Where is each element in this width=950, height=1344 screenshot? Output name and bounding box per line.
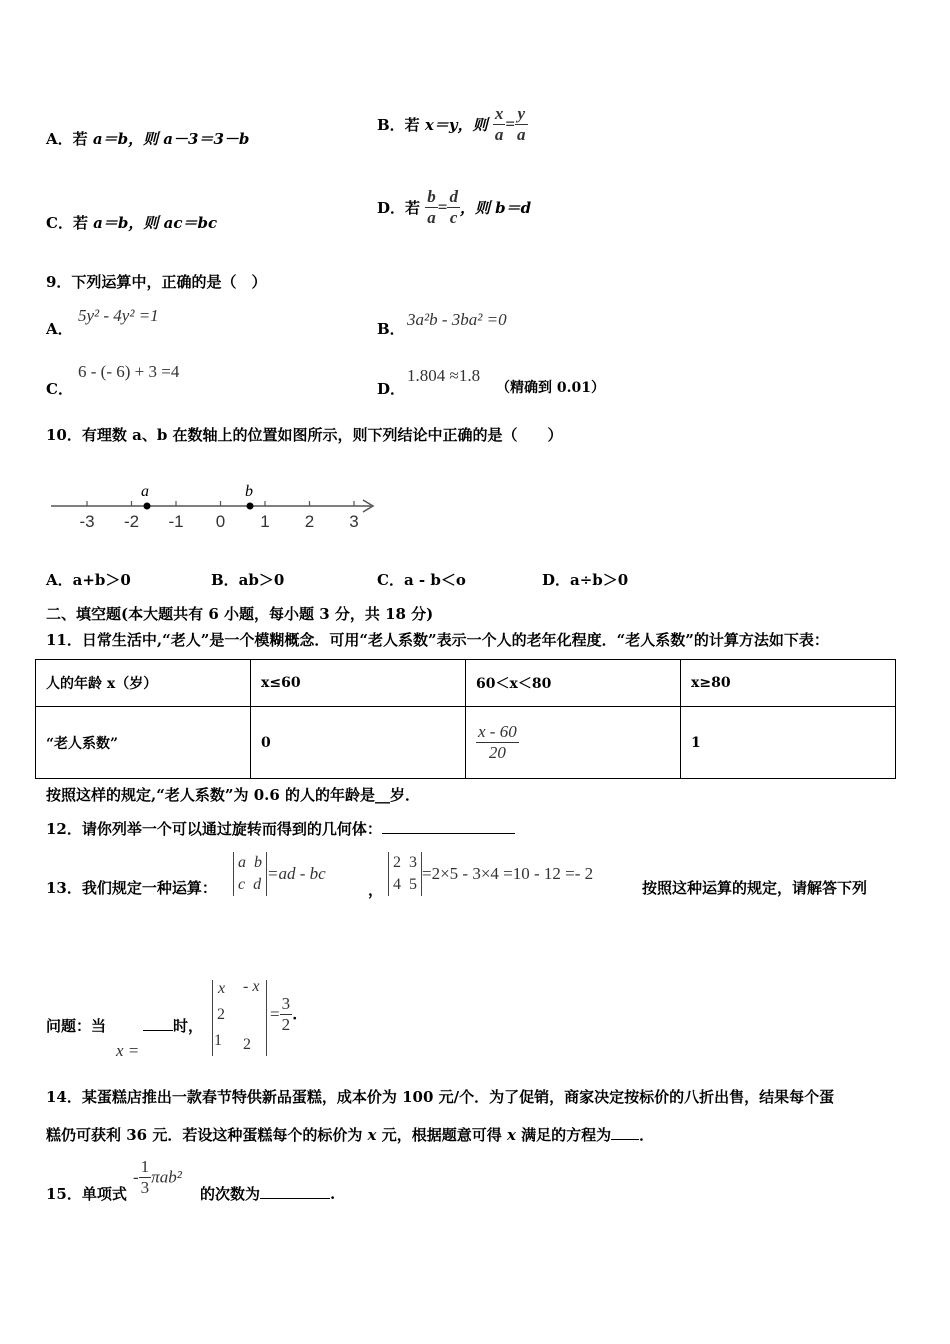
q13-x-eq: x = bbox=[116, 1041, 140, 1060]
table-cell bbox=[466, 707, 681, 779]
q11-table bbox=[35, 659, 896, 779]
q11-after: 按照这样的规定,“老人系数”为 0.6 的人的年龄是__岁． bbox=[46, 786, 421, 804]
determinant bbox=[233, 852, 267, 896]
q8-b-fraction-2 bbox=[515, 104, 528, 145]
var-x: x bbox=[367, 1126, 377, 1144]
q8-d-text: ，则 b＝d bbox=[459, 199, 532, 217]
q12-stem-text: 12．请你列举一个可以通过旋转而得到的几何体： bbox=[46, 820, 382, 838]
answer-blank[interactable] bbox=[382, 833, 515, 834]
frac-den: 3 bbox=[140, 1178, 150, 1197]
frac-num: x bbox=[494, 104, 504, 123]
q8-b-text: x＝y，则 bbox=[424, 116, 488, 134]
monomial: πab² bbox=[151, 1167, 182, 1187]
det-entry: 1 bbox=[214, 1032, 222, 1049]
det-entry: 2 bbox=[393, 854, 401, 871]
det-entry: a bbox=[238, 854, 246, 871]
q11-stem: 11．日常生活中,“老人”是一个模糊概念．可用“老人系数”表示一个人的老年化程度．“老人系数”的计算方法如下表： bbox=[46, 631, 829, 649]
period: . bbox=[292, 1005, 298, 1024]
table-cell: x≥80 bbox=[681, 660, 896, 707]
axis-tick-label: -2 bbox=[123, 512, 140, 531]
frac-den: c bbox=[449, 208, 458, 227]
q9-d-label: D． bbox=[377, 380, 406, 398]
var-x: x bbox=[506, 1126, 516, 1144]
axis-tick-label: -3 bbox=[79, 512, 95, 531]
q8-option-c bbox=[46, 212, 217, 233]
q14-text: 糕仍可获利 36 元．若设这种蛋糕每个的标价为 bbox=[46, 1126, 368, 1144]
q9-a-expr: 5y² - 4y² =1 bbox=[78, 306, 159, 325]
q11-fraction bbox=[476, 722, 519, 763]
q14-text: 元，根据题意可得 bbox=[376, 1126, 507, 1144]
q8-option-d bbox=[377, 187, 531, 228]
det-entry: 5 bbox=[409, 876, 417, 893]
q10-option-d: D．a÷b＞0 bbox=[542, 571, 629, 589]
point-b bbox=[247, 503, 254, 510]
q9-b-expr: 3a²b - 3ba² =0 bbox=[407, 310, 507, 329]
det-entry: x bbox=[218, 980, 226, 997]
table-cell: x≤60 bbox=[251, 660, 466, 707]
period: . bbox=[330, 1185, 336, 1203]
det-entry: 3 bbox=[409, 854, 417, 871]
frac-den: a bbox=[494, 125, 504, 144]
q13-comma: ， bbox=[368, 881, 384, 899]
equals: = bbox=[505, 114, 515, 134]
table-cell: 60＜x＜80 bbox=[466, 660, 681, 707]
det-entry: d bbox=[253, 876, 262, 893]
coef-fraction bbox=[139, 1157, 152, 1198]
axis-tick-label: -1 bbox=[168, 512, 184, 531]
frac-num: x - 60 bbox=[478, 722, 517, 741]
det-entry: c bbox=[238, 876, 246, 893]
minus-sign: - bbox=[133, 1167, 139, 1187]
example-rhs: =2×5 - 3×4 =10 - 12 =- 2 bbox=[422, 864, 594, 883]
q9-b-label: B． bbox=[377, 320, 405, 338]
axis-tick-label: 0 bbox=[215, 512, 226, 531]
frac-den: a bbox=[517, 125, 526, 144]
axis-tick-label: 2 bbox=[304, 512, 315, 531]
frac-num: d bbox=[449, 187, 458, 206]
q8-a-label: A．若 bbox=[46, 130, 93, 148]
det-entry: 4 bbox=[393, 876, 401, 893]
q9-d-note: （精确到 0.01） bbox=[496, 380, 605, 396]
q10-stem: 10．有理数 a、b 在数轴上的位置如图所示，则下列结论中正确的是（ ） bbox=[46, 426, 563, 444]
equals: = bbox=[437, 197, 448, 217]
answer-blank[interactable] bbox=[611, 1139, 639, 1140]
q15-monomial bbox=[133, 1157, 182, 1198]
q15-post bbox=[200, 1183, 335, 1204]
q10-option-b: B．ab＞0 bbox=[211, 571, 285, 589]
section-2-heading: 二、填空题(本大题共有 6 小题，每小题 3 分，共 18 分) bbox=[46, 605, 434, 623]
q14-text: 满足的方程为 bbox=[515, 1126, 612, 1144]
q8-d-fraction-2 bbox=[447, 187, 460, 228]
det-entry: b bbox=[254, 854, 262, 871]
determinant bbox=[388, 852, 422, 896]
q14-line2 bbox=[46, 1124, 654, 1145]
equals: = bbox=[270, 1004, 280, 1024]
det-entry: - x bbox=[243, 978, 260, 995]
q13-blank-line bbox=[143, 1015, 203, 1036]
q14-line1: 14．某蛋糕店推出一款春节特供新品蛋糕，成本价为 100 元/个．为了促销，商家决定按标价的八折出售，结果每个蛋 bbox=[46, 1088, 835, 1106]
q8-option-a bbox=[46, 128, 249, 149]
frac-num: 3 bbox=[281, 994, 291, 1013]
q10-option-c: C．a - b＜o bbox=[377, 571, 466, 589]
table-cell: 1 bbox=[681, 707, 896, 779]
q15-post-text: 的次数为 bbox=[200, 1185, 261, 1203]
table-row bbox=[36, 707, 896, 779]
q8-d-fraction-1 bbox=[425, 187, 438, 228]
q12-stem bbox=[46, 818, 515, 839]
q13-tail: 按照这种运算的规定，请解答下列 bbox=[642, 879, 868, 897]
q8-b-fraction-1 bbox=[493, 104, 506, 145]
table-cell: 0 bbox=[251, 707, 466, 779]
q9-d-expr: 1.804 ≈1.8 bbox=[407, 366, 481, 385]
q13-def-determinant bbox=[233, 852, 326, 896]
q8-c-text: a＝b，则 ac＝bc bbox=[93, 214, 218, 232]
q10-option-a: A．a+b＞0 bbox=[46, 571, 131, 589]
point-a bbox=[144, 503, 151, 510]
det-entry: 2 bbox=[243, 1036, 251, 1053]
table-cell: “老人系数” bbox=[36, 707, 251, 779]
q13-question-rhs bbox=[270, 994, 297, 1035]
q8-c-label: C．若 bbox=[46, 214, 94, 232]
point-b-label: b bbox=[245, 483, 253, 500]
q13-question-determinant bbox=[212, 980, 267, 1056]
frac-num: 1 bbox=[140, 1157, 150, 1176]
q8-option-b bbox=[377, 104, 528, 145]
q15-pre: 15．单项式 bbox=[46, 1185, 127, 1203]
rhs-fraction bbox=[280, 994, 293, 1035]
frac-num: y bbox=[515, 104, 528, 125]
q13-line2-mid: 时， bbox=[173, 1017, 204, 1035]
q13-line2-pre: 问题：当 bbox=[46, 1017, 107, 1035]
q9-c-label: C． bbox=[46, 380, 73, 398]
q14-text: ． bbox=[639, 1126, 655, 1144]
q8-b-label: B．若 bbox=[377, 116, 425, 134]
q8-a-text: a＝b，则 a－3＝3－b bbox=[92, 130, 250, 148]
q8-d-label: D．若 bbox=[377, 199, 421, 217]
q9-c-expr: 6 - (- 6) + 3 =4 bbox=[78, 362, 180, 381]
answer-blank[interactable] bbox=[143, 1030, 173, 1031]
frac-den: a bbox=[427, 208, 436, 227]
table-row bbox=[36, 660, 896, 707]
def-rhs: =ad - bc bbox=[267, 864, 326, 883]
det-entry: 2 bbox=[217, 1006, 225, 1023]
q13-example-determinant bbox=[388, 852, 593, 896]
frac-num: b bbox=[427, 187, 436, 206]
answer-blank[interactable] bbox=[260, 1198, 330, 1199]
q9-stem: 9．下列运算中，正确的是（ ） bbox=[46, 273, 267, 291]
frac-den: 20 bbox=[488, 743, 506, 762]
frac-den: 2 bbox=[281, 1015, 291, 1034]
point-a-label: a bbox=[141, 483, 149, 500]
axis-tick-label: 3 bbox=[349, 512, 359, 531]
table-cell: 人的年龄 x（岁） bbox=[36, 660, 251, 707]
q9-a-label: A． bbox=[46, 320, 73, 338]
axis-tick-label: 1 bbox=[260, 512, 270, 531]
number-line bbox=[45, 478, 385, 538]
q13-stem: 13．我们规定一种运算： bbox=[46, 879, 217, 897]
